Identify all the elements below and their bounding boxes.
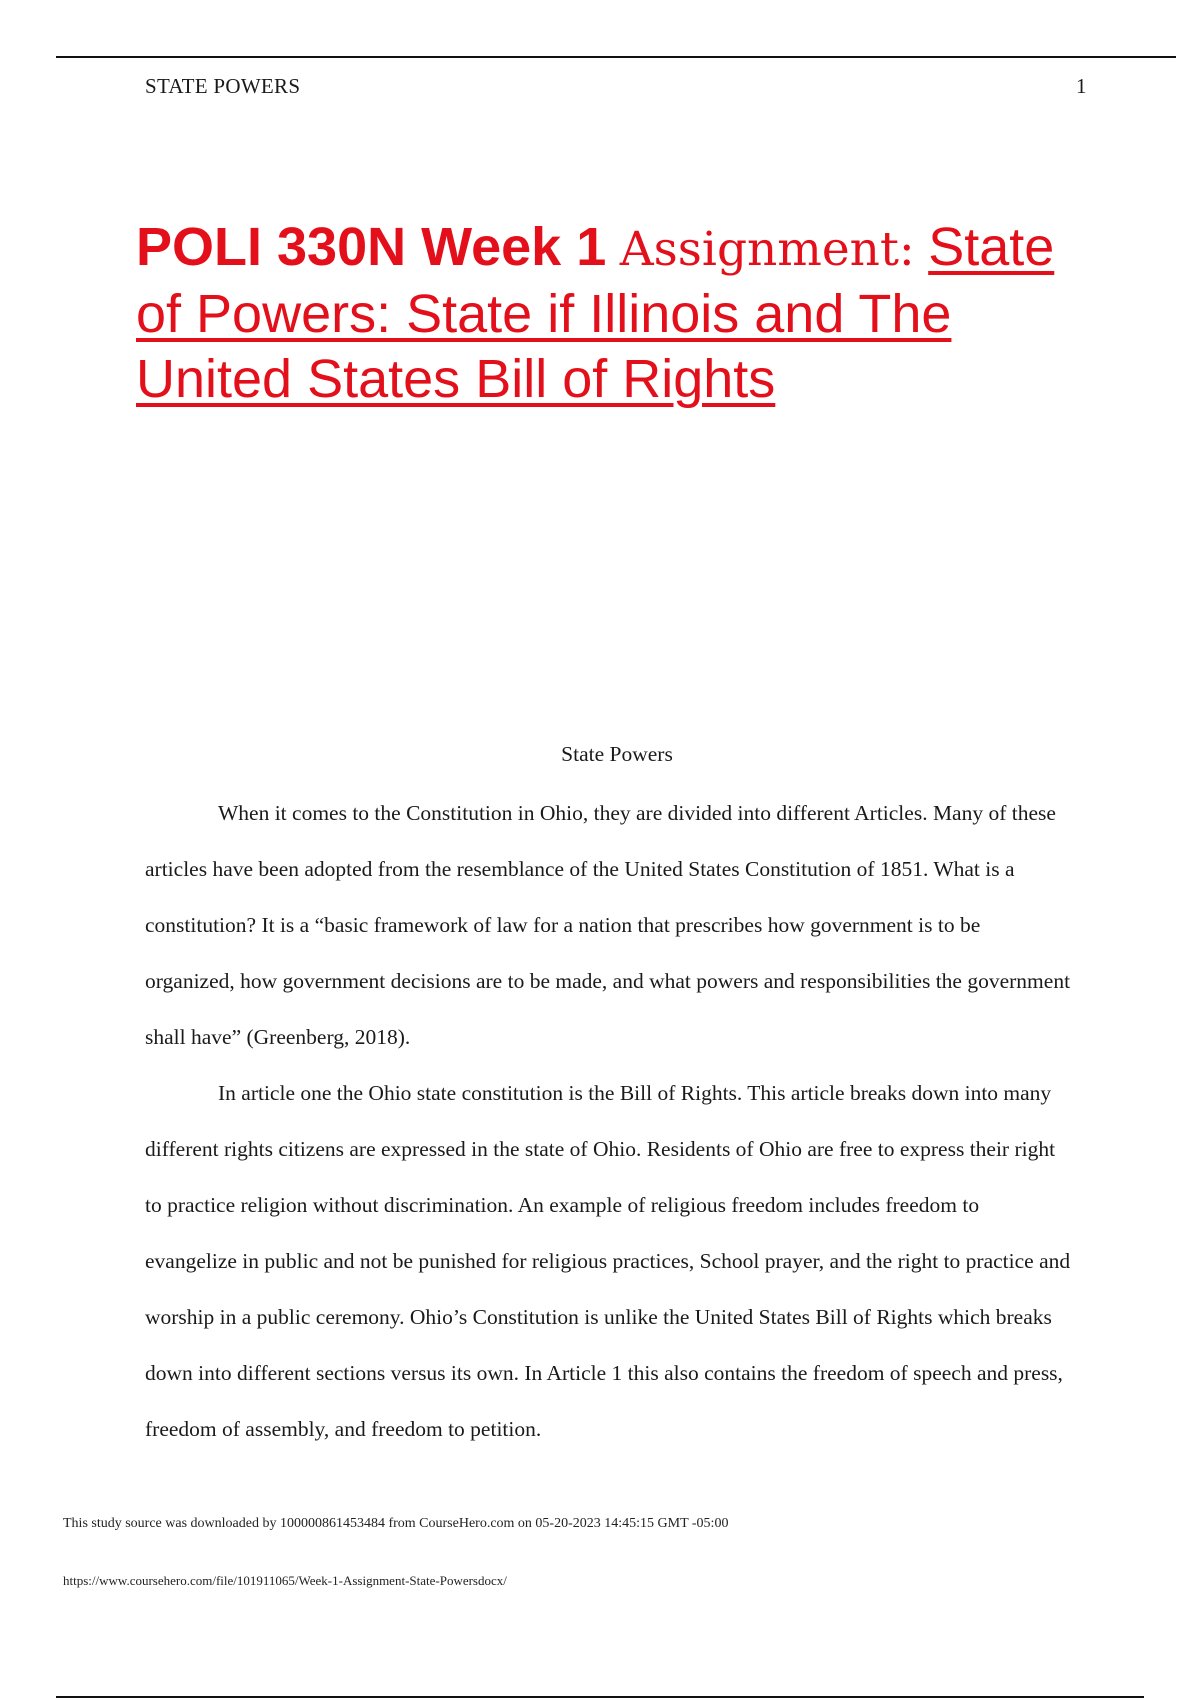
download-source-note: This study source was downloaded by 100000861453484 from CourseHero.com on 05-20-2023 14:45:15 GMT -05:00 (63, 1516, 729, 1531)
footer-rule (56, 1696, 1144, 1698)
body-text (145, 785, 1075, 1457)
title-assignment-label: Assignment: (619, 222, 915, 277)
title-link[interactable]: State of Powers: State if Illinois and The United States Bill of Rights (136, 217, 1055, 409)
section-heading: State Powers (561, 742, 673, 766)
paragraph: In article one the Ohio state constitution is the Bill of Rights. This article breaks down into many different rights citizens are expressed in the state of Ohio. Residents of Ohio are free to express their right to practice religion without discrimination. An example of religious freedom includes freedom to evangelize in public and not be punished for religious practices, School prayer, and the right to practice and worship in a public ceremony. Ohio’s Constitution is unlike the United States Bill of Rights which breaks down into different sections versus its own. In Article 1 this also contains the freedom of speech and press, freedom of assembly, and freedom to petition. (145, 1081, 1071, 1441)
document-title (136, 215, 1086, 412)
paragraph: When it comes to the Constitution in Ohio, they are divided into different Articles. Many of these articles have been adopted from the resemblance of the United States Constitution of 1851. What is a constitution? It is a “basic framework of law for a nation that prescribes how government is to be organized, how government decisions are to be made, and what powers and responsibilities the government shall have” (Greenberg, 2018). (145, 801, 1071, 1049)
title-course-code: POLI 330N Week 1 (136, 217, 607, 277)
header-rule (56, 56, 1176, 58)
page-number: 1 (1076, 74, 1087, 98)
source-url[interactable]: https://www.coursehero.com/file/101911065/Week-1-Assignment-State-Powersdocx/ (63, 1573, 507, 1588)
running-head: STATE POWERS (145, 74, 301, 98)
